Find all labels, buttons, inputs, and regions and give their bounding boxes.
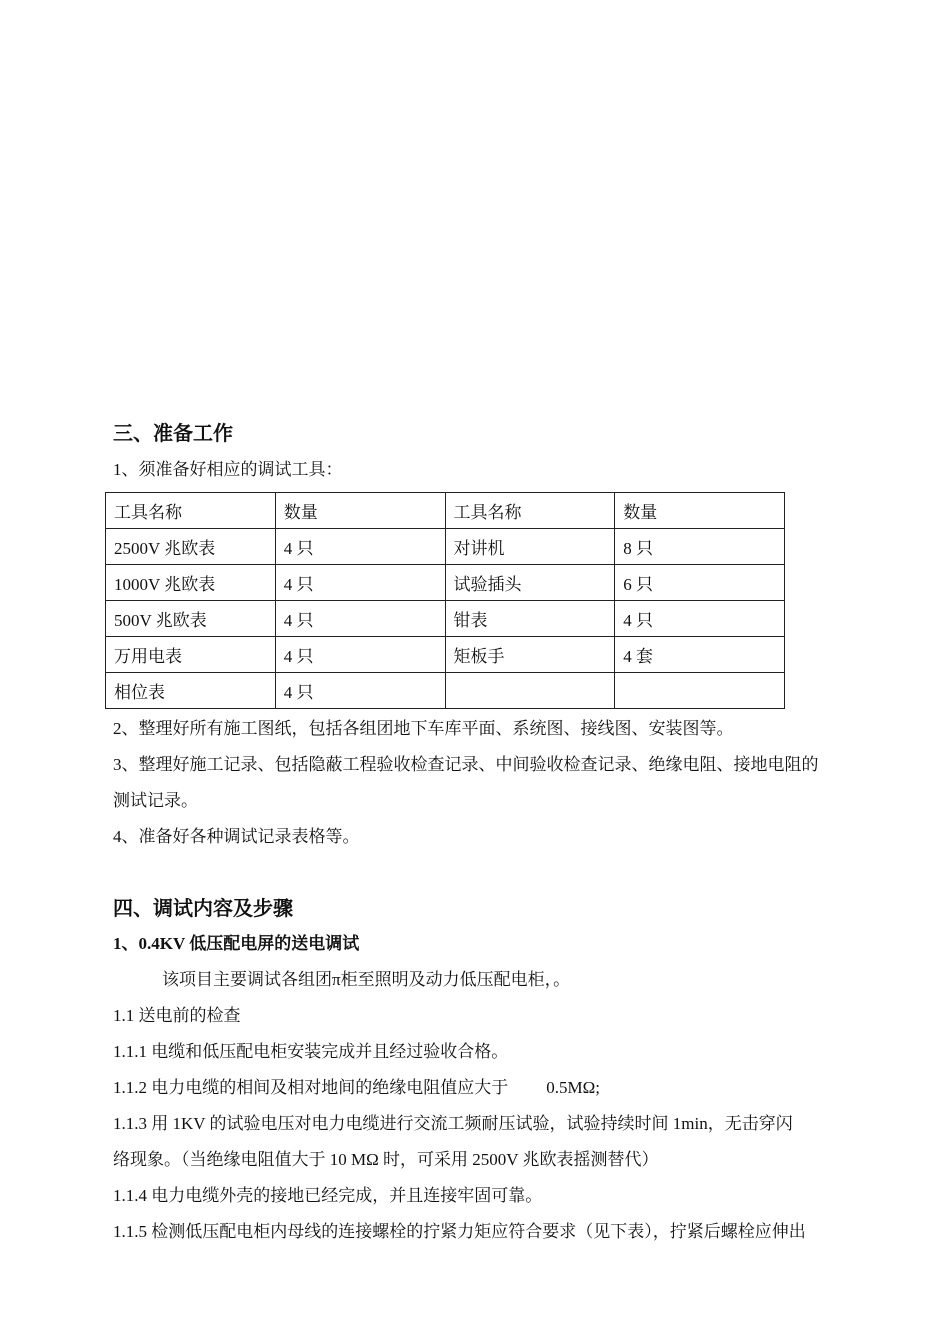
table-cell: 矩板手 (445, 637, 615, 673)
table-header-cell: 数量 (275, 493, 445, 529)
section4-p1-1-2-value: 0.5MΩ; (546, 1078, 600, 1097)
section4-p1-1-2 (113, 1078, 600, 1098)
section4-sub1: 1、0.4KV 低压配电屏的送电调试 (113, 934, 360, 953)
table-cell: 2500V 兆欧表 (106, 529, 276, 565)
table-header-cell: 工具名称 (106, 493, 276, 529)
section3-item4: 4、准备好各种调试记录表格等。 (113, 827, 360, 846)
table-header-cell: 工具名称 (445, 493, 615, 529)
section4-intro: 该项目主要调试各组团π柜至照明及动力低压配电柜，。 (162, 970, 571, 989)
section4-p1-1-1: 1.1.1 电缆和低压配电柜安装完成并且经过验收合格。 (113, 1042, 509, 1061)
table-cell: 4 只 (275, 637, 445, 673)
table-cell: 4 只 (275, 673, 445, 709)
section4-heading: 四、调试内容及步骤 (113, 898, 293, 920)
table-cell (615, 673, 785, 709)
table-cell: 钳表 (445, 601, 615, 637)
section3-item1: 1、须准备好相应的调试工具： (113, 460, 343, 479)
table-cell: 1000V 兆欧表 (106, 565, 276, 601)
table-cell: 500V 兆欧表 (106, 601, 276, 637)
tools-table (105, 492, 785, 709)
section3-item3-line2: 测试记录。 (113, 791, 198, 810)
section4-p1-1-3-line2: 络现象。（当绝缘电阻值大于 10 MΩ 时，可采用 2500V 兆欧表摇测替代） (113, 1150, 659, 1169)
table-header-cell: 数量 (615, 493, 785, 529)
table-cell: 相位表 (106, 673, 276, 709)
section3-item2: 2、整理好所有施工图纸，包括各组团地下车库平面、系统图、接线图、安装图等。 (113, 719, 734, 738)
table-cell: 4 套 (615, 637, 785, 673)
section3-heading: 三、准备工作 (113, 423, 233, 445)
table-cell: 4 只 (275, 565, 445, 601)
table-header-row (106, 493, 785, 529)
section4-p1-1-4: 1.1.4 电力电缆外壳的接地已经完成，并且连接牢固可靠。 (113, 1186, 543, 1205)
table-row (106, 565, 785, 601)
table-row (106, 673, 785, 709)
table-cell: 6 只 (615, 565, 785, 601)
table-cell (445, 673, 615, 709)
section4-p1-1-5: 1.1.5 检测低压配电柜内母线的连接螺栓的拧紧力矩应符合要求（见下表），拧紧后螺栓应伸出 (113, 1222, 806, 1241)
table-row (106, 601, 785, 637)
table-cell: 4 只 (275, 601, 445, 637)
table-cell: 万用电表 (106, 637, 276, 673)
section4-p1-1-3-line1: 1.1.3 用 1KV 的试验电压对电力电缆进行交流工频耐压试验，试验持续时间 1min，无击穿闪 (113, 1114, 793, 1133)
table-row (106, 529, 785, 565)
table-cell: 4 只 (615, 601, 785, 637)
table-cell: 4 只 (275, 529, 445, 565)
section4-p1-1-2-text: 1.1.2 电力电缆的相间及相对地间的绝缘电阻值应大于 (113, 1078, 509, 1097)
table-cell: 试验插头 (445, 565, 615, 601)
table-cell: 8 只 (615, 529, 785, 565)
section3-item3-line1: 3、整理好施工记录、包括隐蔽工程验收检查记录、中间验收检查记录、绝缘电阻、接地电阻的 (113, 755, 819, 774)
section4-p1-1: 1.1 送电前的检查 (113, 1006, 241, 1025)
table-row (106, 637, 785, 673)
table-cell: 对讲机 (445, 529, 615, 565)
